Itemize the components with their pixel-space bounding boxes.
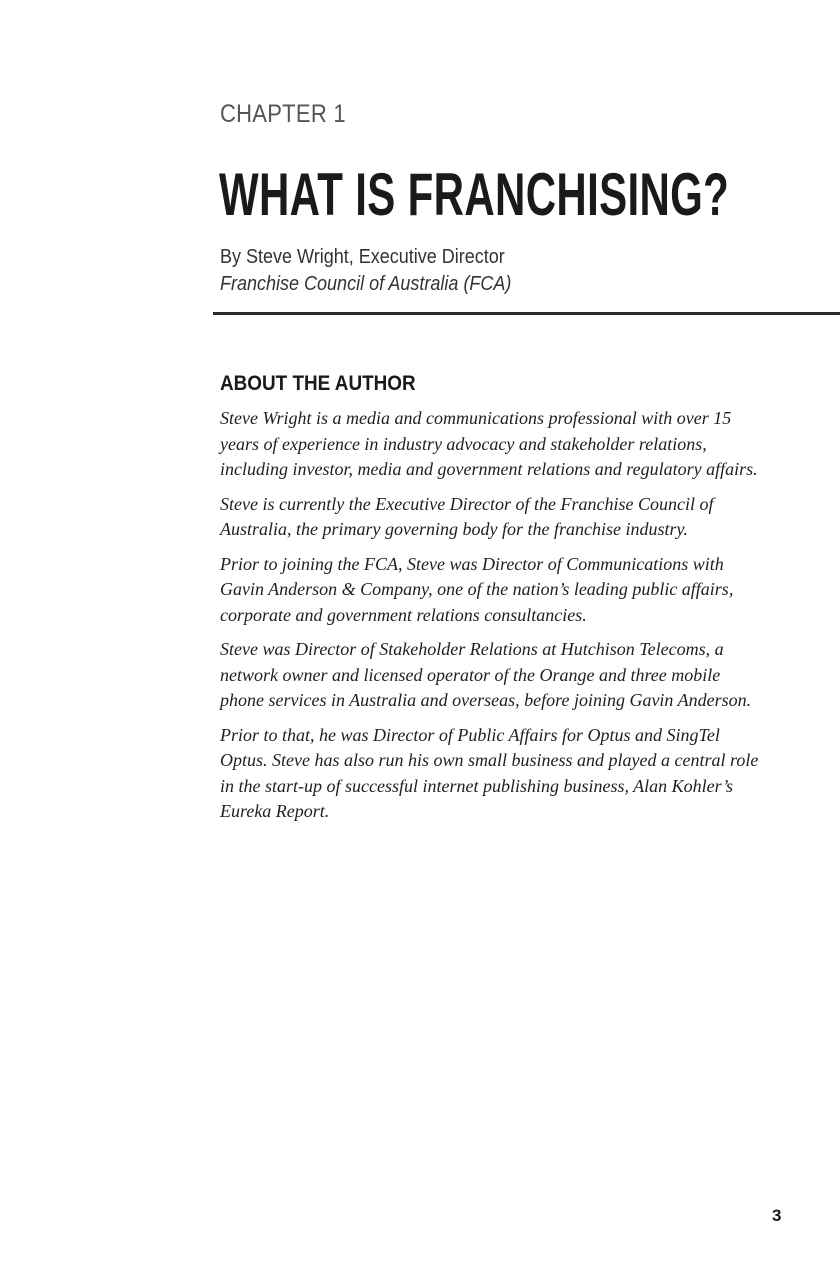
- bio-paragraph: Steve is currently the Executive Director of the Franchise Council of Australia, the primary governing body for the franchise industry.: [220, 493, 714, 539]
- bio-paragraph: Steve was Director of Stakeholder Relations at Hutchison Telecoms, a network owner and licensed operator of the Orange and three mobile phone services in Australia and overseas, before joining Gavin Anderson.: [220, 639, 752, 710]
- author-bio: [220, 406, 760, 834]
- byline-author: By Steve Wright, Executive Director: [220, 246, 505, 268]
- byline: [220, 244, 511, 298]
- section-heading: ABOUT THE AUTHOR: [220, 372, 416, 395]
- bio-paragraph: Steve Wright is a media and communications professional with over 15 years of experience in industry advocacy and stakeholder relations, including investor, media and government relations and regulatory affairs.: [220, 408, 758, 479]
- byline-organization: Franchise Council of Australia (FCA): [220, 273, 512, 295]
- chapter-title: WHAT IS FRANCHISING?: [219, 161, 730, 228]
- divider-rule: [213, 312, 840, 315]
- chapter-label: CHAPTER 1: [220, 100, 346, 128]
- bio-paragraph: Prior to joining the FCA, Steve was Director of Communications with Gavin Anderson & Company, one of the nation’s leading public affairs, corporate and government relations consultancies.: [220, 553, 734, 625]
- page-number: 3: [772, 1206, 782, 1225]
- bio-paragraph: Prior to that, he was Director of Public Affairs for Optus and SingTel Optus. Steve has also run his own small business and played a central role in the start-up of successful internet publishing business, Alan Kohler’s Eureka Report.: [220, 724, 759, 821]
